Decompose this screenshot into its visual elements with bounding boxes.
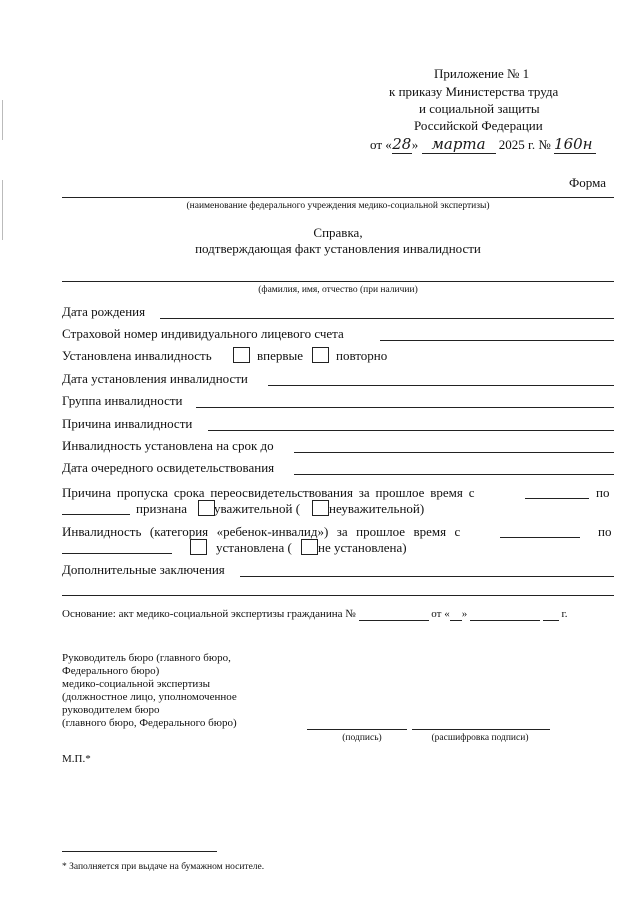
additional-field[interactable] [240, 576, 614, 577]
doc-title: Справка, [313, 225, 363, 240]
institution-caption: (наименование федерального учреждения медико-социальной экспертизы) [186, 201, 490, 211]
date-year: 2025 г. № [498, 137, 551, 152]
date-month: марта [422, 135, 496, 154]
signature-caption: (подпись) [342, 733, 382, 743]
basis-line [62, 608, 567, 621]
basis-quote-close: » [461, 608, 468, 620]
child-to-label: по [598, 524, 612, 539]
group-label: Группа инвалидности [62, 393, 183, 408]
signer-role-line: (главного бюро, Федерального бюро) [62, 717, 237, 729]
birth-date-label: Дата рождения [62, 304, 146, 319]
act-number-field[interactable] [359, 608, 429, 621]
form-label: Форма [569, 175, 606, 190]
child-established-checkbox[interactable] [190, 539, 207, 555]
child-to-field[interactable] [62, 553, 172, 554]
scan-edge-mark [2, 100, 3, 140]
next-exam-field[interactable] [294, 474, 614, 475]
scan-edge-mark [2, 180, 3, 240]
repeated-label: повторно [336, 348, 388, 363]
first-time-label: впервые [257, 348, 304, 363]
missed-to-field[interactable] [62, 514, 130, 515]
annex-line-3: и социальной защиты [419, 101, 540, 116]
date-day: 28 [392, 135, 412, 153]
decoding-caption: (расшифровка подписи) [431, 733, 529, 743]
order-date-line [370, 135, 596, 154]
term-label: Инвалидность установлена на срок до [62, 438, 274, 453]
fio-caption: (фамилия, имя, отчество (при наличии) [258, 285, 418, 295]
signer-role-line: руководителем бюро [62, 704, 160, 716]
signature-field[interactable] [307, 729, 407, 730]
reason-label: Причина инвалидности [62, 416, 193, 431]
first-time-checkbox[interactable] [233, 347, 250, 363]
missed-to-label: по [596, 485, 610, 500]
child-disabled-label: Инвалидность (категория «ребенок-инвалид») за прошлое время с [62, 524, 461, 539]
additional-label: Дополнительные заключения [62, 562, 225, 577]
invalid-reason-checkbox[interactable] [312, 500, 329, 516]
footnote-separator [62, 851, 217, 852]
valid-reason-checkbox[interactable] [198, 500, 215, 516]
child-from-field[interactable] [500, 537, 580, 538]
act-month-field[interactable] [470, 608, 540, 621]
missed-reason-label: Причина пропуска срока переосвидетельствования за прошлое время с [62, 485, 475, 500]
date-mid: » [411, 137, 419, 152]
date-prefix: от « [370, 137, 392, 152]
snils-label: Страховой номер индивидуального лицевого счета [62, 326, 344, 341]
snils-field[interactable] [380, 340, 614, 341]
reason-field[interactable] [208, 430, 614, 431]
additional-field-2[interactable] [62, 595, 614, 596]
missed-recognized-label: признана [136, 501, 188, 516]
birth-date-field[interactable] [160, 318, 614, 319]
signer-role [62, 652, 237, 730]
stamp-place: М.П.* [62, 753, 91, 765]
act-day-field[interactable] [450, 608, 462, 621]
institution-line [62, 197, 614, 198]
doc-subtitle: подтверждающая факт установления инвалидности [195, 241, 481, 256]
basis-from: от « [431, 608, 450, 620]
annex-line-4: Российской Федерации [414, 118, 543, 133]
missed-from-field[interactable] [525, 498, 589, 499]
child-not-established-label: не установлена) [318, 540, 407, 555]
date-established-field[interactable] [268, 385, 614, 386]
signer-role-line: Руководитель бюро (главного бюро, [62, 652, 231, 664]
act-year-field[interactable] [543, 608, 559, 621]
footnote: * Заполняется при выдаче на бумажном носителе. [62, 862, 265, 872]
basis-text: Основание: акт медико-социальной экспертизы гражданина № [62, 608, 356, 620]
next-exam-label: Дата очередного освидетельствования [62, 460, 275, 475]
group-field[interactable] [196, 407, 614, 408]
established-label: Установлена инвалидность [62, 348, 212, 363]
signature-decoding-field[interactable] [412, 729, 550, 730]
signer-role-line: (должностное лицо, уполномоченное [62, 691, 237, 703]
signer-role-line: Федерального бюро) [62, 665, 160, 677]
invalid-reason-label: неуважительной) [329, 501, 425, 516]
child-not-established-checkbox[interactable] [301, 539, 318, 555]
valid-reason-label: уважительной ( [214, 501, 301, 516]
signer-role-line: медико-социальной экспертизы [62, 678, 211, 690]
order-number: 160н [554, 135, 596, 154]
date-established-label: Дата установления инвалидности [62, 371, 248, 386]
basis-year-suffix: г. [561, 608, 568, 620]
fio-line [62, 281, 614, 282]
annex-line-2: к приказу Министерства труда [389, 84, 559, 99]
repeated-checkbox[interactable] [312, 347, 329, 363]
child-established-label: установлена ( [216, 540, 292, 555]
annex-title: Приложение № 1 [434, 66, 530, 81]
term-field[interactable] [294, 452, 614, 453]
